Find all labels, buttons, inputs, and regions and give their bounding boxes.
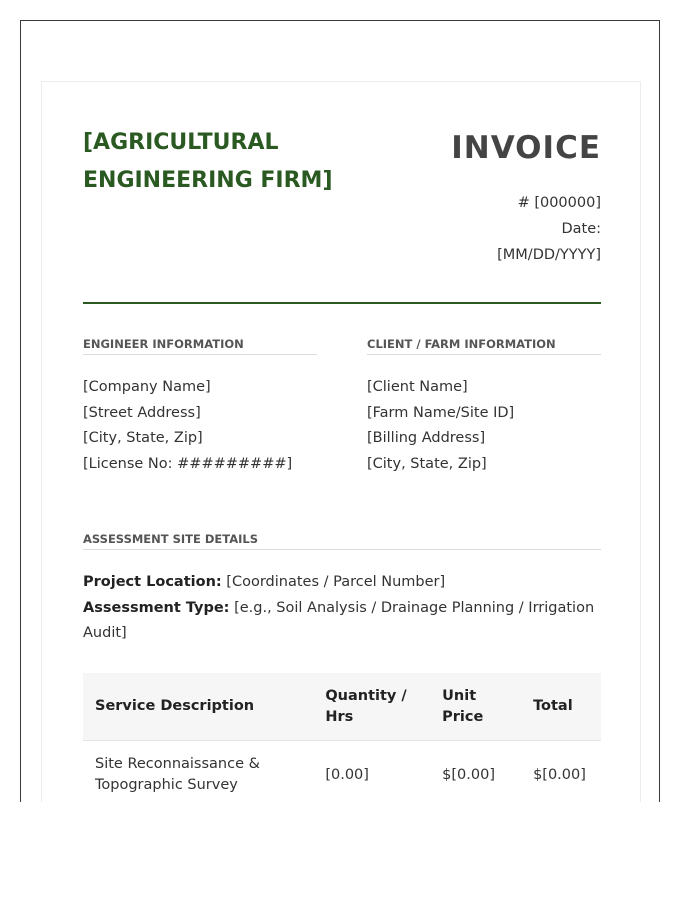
- services-table: [83, 673, 601, 802]
- invoice-date-value: [MM/DD/YYYY]: [497, 247, 601, 263]
- client-name: [Client Name]: [367, 379, 468, 395]
- header-divider: [83, 302, 601, 304]
- engineer-city-state-zip: [City, State, Zip]: [83, 430, 203, 447]
- invoice-page: [41, 81, 641, 802]
- invoice-number: # [000000]: [517, 195, 601, 211]
- engineer-info-heading: ENGINEER INFORMATION: [83, 337, 317, 355]
- client-info-lines: [367, 375, 601, 478]
- invoice-meta: [451, 190, 601, 268]
- assessment-site-heading: ASSESSMENT SITE DETAILS: [83, 532, 601, 550]
- project-location-line: [83, 570, 601, 596]
- client-farm-site-id: [Farm Name/Site ID]: [367, 404, 515, 421]
- header-quantity: Quantity / Hrs: [313, 673, 430, 741]
- table-header-row: [83, 673, 601, 741]
- assessment-type-value: [e.g., Soil Analysis / Drainage Planning / Irrigation Audit]: [83, 599, 595, 641]
- header-total: Total: [521, 673, 601, 741]
- invoice-title: INVOICE: [451, 130, 601, 166]
- assessment-site-lines: [83, 570, 601, 647]
- engineer-street-address: [Street Address]: [83, 404, 201, 421]
- client-city-state-zip: [City, State, Zip]: [367, 456, 487, 473]
- engineer-info-section: [83, 337, 317, 478]
- row-unit-price: $[0.00]: [442, 766, 495, 783]
- client-billing-address: [Billing Address]: [367, 430, 486, 447]
- row-service-description: Site Reconnaissance & Topographic Survey: [95, 756, 260, 793]
- document-frame: [20, 20, 660, 802]
- assessment-site-section: [83, 532, 601, 647]
- row-quantity: [0.00]: [325, 766, 369, 783]
- assessment-type-line: [83, 596, 601, 647]
- invoice-date-label: Date:: [561, 221, 601, 237]
- header-service-description: Service Description: [83, 673, 313, 741]
- table-row: [83, 741, 601, 803]
- client-info-heading: CLIENT / FARM INFORMATION: [367, 337, 601, 355]
- row-total: $[0.00]: [533, 766, 586, 783]
- project-location-value: [Coordinates / Parcel Number]: [226, 574, 446, 590]
- engineer-company-name: [Company Name]: [83, 379, 211, 395]
- firm-name: [AGRICULTURAL ENGINEERING FIRM]: [83, 130, 333, 193]
- engineer-info-lines: [83, 375, 317, 478]
- header-unit-price: Unit Price: [430, 673, 521, 741]
- client-info-section: [367, 337, 601, 478]
- assessment-type-label: Assessment Type:: [83, 599, 230, 616]
- project-location-label: Project Location:: [83, 574, 222, 590]
- engineer-license-number: [License No: #########]: [83, 456, 293, 473]
